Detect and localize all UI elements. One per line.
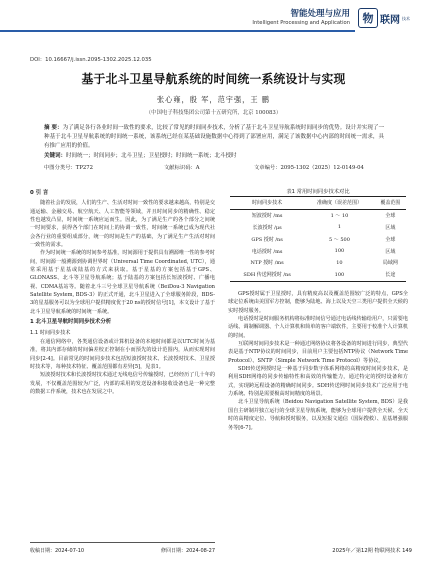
table-header-cell: 时间同步技术 <box>230 197 304 210</box>
body-paragraph: 北斗卫星导航系统（Beidou Navigation Satellite System, BDS）是我国自主研制并独立运行的全球卫星导航系统，能够为全球用户提供全天候、全天时的高精度定位、导航和授时服务，以及短报文通信（国际搜救）、星基增强服务等[6-7]。 <box>228 399 408 431</box>
table-cell: 短波授时 /ms <box>251 213 283 220</box>
table-row <box>230 245 406 257</box>
comparison-table <box>230 196 406 282</box>
body-paragraph: 互联网时间同步技术是一种通过网络协议将各设备的时间进行同步，典型代表是基于NTP协议的时间同步，目前用户主要包括NTP协议（Network Time Protocol）、SNTP（Simple Network Time Protocol）等协议。 <box>228 341 408 364</box>
affiliation: （中国电子科技集团公司第十五研究所，北京 100083） <box>145 110 282 116</box>
body-paragraph: 作为时间统一系统的时间参考基准，时间源用于提供具有溯源唯一性的参考时间，时间源一般溯源到协调世界时（Universal Time Coordinated, UTC），通常采用基于星基或陆基的方式来获取。基于星基的方案包括基于GPS、GLONASS、北斗等卫星导航系统；基于陆基的方案包括长短波授时、广播电视、CDMA基站等。随着北斗三号全球卫星导航系统（BeiDou-3 Navigation Satellite System, BDS-3）的正式开通，北斗卫星进入了全球服务阶段，BDS-3的星基服务可以为全球用户提供精度优于20 ns的授时信号[1]，本文设计了基于北斗卫星导航系统的时间统一系统。 <box>30 250 215 315</box>
journal-logo <box>358 6 422 30</box>
table-cell: GPS 授时 /ns <box>251 236 283 243</box>
keywords <box>44 152 384 161</box>
body-paragraph: 随着社会的发展，人们的生产、生活对时间一致性的要求越来越高，特别是交通运输、金融交易、航空航天、人工智能等领域，并且时间同步的精确性、稳定性也越发凸显，时间统一系统应运而生。因此，为了满足生产的各个部分之间统一时间要求，获得各个部门在时间上的协调一致性，时间统一系统已成为现代社会各行业的重要组成部分，统一的时间是生产的基础，为了满足生产生活对时间一致性的需求。 <box>30 200 215 249</box>
left-column <box>30 187 215 396</box>
journal-section-title: 智能处理与应用 <box>290 9 350 19</box>
logo-mark-icon: 物 <box>358 8 378 28</box>
abstract-label: 摘 要： <box>44 125 63 131</box>
table-header-cell: 覆盖范围 <box>375 197 406 210</box>
table-cell: 1 ～ 10 <box>330 213 349 220</box>
table-cell: 长途 <box>375 269 406 281</box>
table-row <box>230 257 406 269</box>
logo-small-text: 技术 <box>402 15 410 21</box>
document-code: 文献标识码：A <box>164 165 200 171</box>
abstract <box>44 124 384 152</box>
table-cell: 局域网 <box>382 260 398 267</box>
table-cell: 长波授时 /μs <box>252 224 282 231</box>
footnote-dates <box>30 547 215 554</box>
table-caption: 表1 常用时间同步技术对比 <box>286 189 350 195</box>
abstract-text: 为了满足各行各业时间一致性的要求，比较了常见的时间同步技术，分析了基于北斗卫星导航系统时间同步的优势。设计并实现了一种基于北斗卫星导航系统的时间统一系统，该系统已经在某基础设施数据中心得到了部署应用，满足了该数据中心内部的时间统一需求，具有推广应用的价值。 <box>44 125 384 150</box>
table-cell: 区域 <box>385 224 396 231</box>
classification-line <box>44 163 384 171</box>
table-cell: SDH 传送网授时 /ns <box>230 269 304 281</box>
body-paragraph: GPS授时属于卫星授时，具有精度高以及覆盖范围较广泛的特点，GPS全球定位系统由美国军方控制，能够为陆地、海上以及天空三类用户提供全天候的实时授时服务。 <box>228 291 408 314</box>
keywords-text: 时间统一；时间同步；北斗卫星；卫星授时；时间统一系统；北斗授时 <box>66 153 237 159</box>
table-header-row <box>230 197 406 210</box>
table-cell: 区域 <box>385 248 396 255</box>
table-cell: 100 <box>304 269 374 281</box>
table-cell: 10 <box>336 259 343 266</box>
body-paragraph: 短波授时技术和长波授时技术通过无线电信号传输授时，已经经历了几十年的发展，不仅覆盖范围较为广泛，内部的采用的发送设备和接收设备也是一种完整的数据工作系统，技术也在发展之中。 <box>30 372 215 395</box>
clc-number: 中图分类号：TP272 <box>44 165 93 171</box>
section-heading: 0 引 言 <box>30 190 49 196</box>
logo-text: 联网 <box>380 14 400 26</box>
footnote-rule <box>30 542 215 543</box>
table-row <box>230 209 406 221</box>
table-cell: 全球 <box>385 236 396 243</box>
body-paragraph: 电话授时是时间服务机构将标准时间信号通过电话线传输给用户，只需要电话线、调制解调器、个人计算机和简单的客户端软件，主要用于校准个人计算机的时间。 <box>228 316 408 339</box>
table-cell: 100 <box>334 248 345 255</box>
table-cell: NTP 授时 /ms <box>250 260 284 267</box>
body-paragraph: SDH传送网授时是一种基于同步数字体系网络的高精度时间同步技术，是利用SDH网络的同步传输特性和高效的传输能力，通过特定的授时设备和方式，实现跨远程设备的精确时间同步。SDH传送网时间同步技术广泛应用于电力系统、特别是需要极高时间精度的场景。 <box>228 366 408 398</box>
paper-title: 基于北斗卫星导航系统的时间统一系统设计与实现 <box>81 72 346 86</box>
table-cell: 5 ～ 500 <box>328 236 350 243</box>
table-row <box>230 222 406 234</box>
table-cell: 电话授时 /ms <box>251 248 283 255</box>
header-rule <box>0 30 355 32</box>
table-cell: 全球 <box>385 213 396 220</box>
table-row <box>230 233 406 245</box>
body-paragraph: 在通信网络中，各类通信设备或计算机设备的本地时间都是以UTC时间为基准，将其内部存储的时间偏差校正控制在小而预先的设计范围内，从而实现时间同步[2-4]。目前常见的时间同步技术包括短波授时技术、长波授时技术、卫星授时技术等，每种技术特征、覆盖范围都有差异[5]，见表1。 <box>30 338 215 370</box>
table-cell: 1 <box>337 224 342 231</box>
authors: 张心雍，殷 军，范宇强，王 鹏 <box>156 95 270 104</box>
journal-issue-page: 2025年／第12期 物联网技术 149 <box>332 548 412 554</box>
received-date: 收稿日期：2024-07-10 <box>30 548 85 554</box>
doi-line: DOI：10.16667/j.issn.2095-1302.2025.12.035 <box>30 57 152 63</box>
revised-date: 修回日期：2024-08-27 <box>160 548 215 554</box>
right-column <box>228 290 408 432</box>
article-number: 文章编号：2095-1302（2025）12-0149-04 <box>254 165 364 171</box>
keywords-label: 关键词： <box>44 153 67 159</box>
table-header-cell: 准确度（误差范围） <box>304 197 374 210</box>
journal-section-title-en: Intelligent Processing and Application <box>252 20 350 26</box>
section-heading: 1 北斗卫星导航时间同步技术分析 <box>30 319 112 326</box>
table-row <box>230 269 406 281</box>
subsection-heading: 1.1 时间同步技术 <box>30 329 71 336</box>
